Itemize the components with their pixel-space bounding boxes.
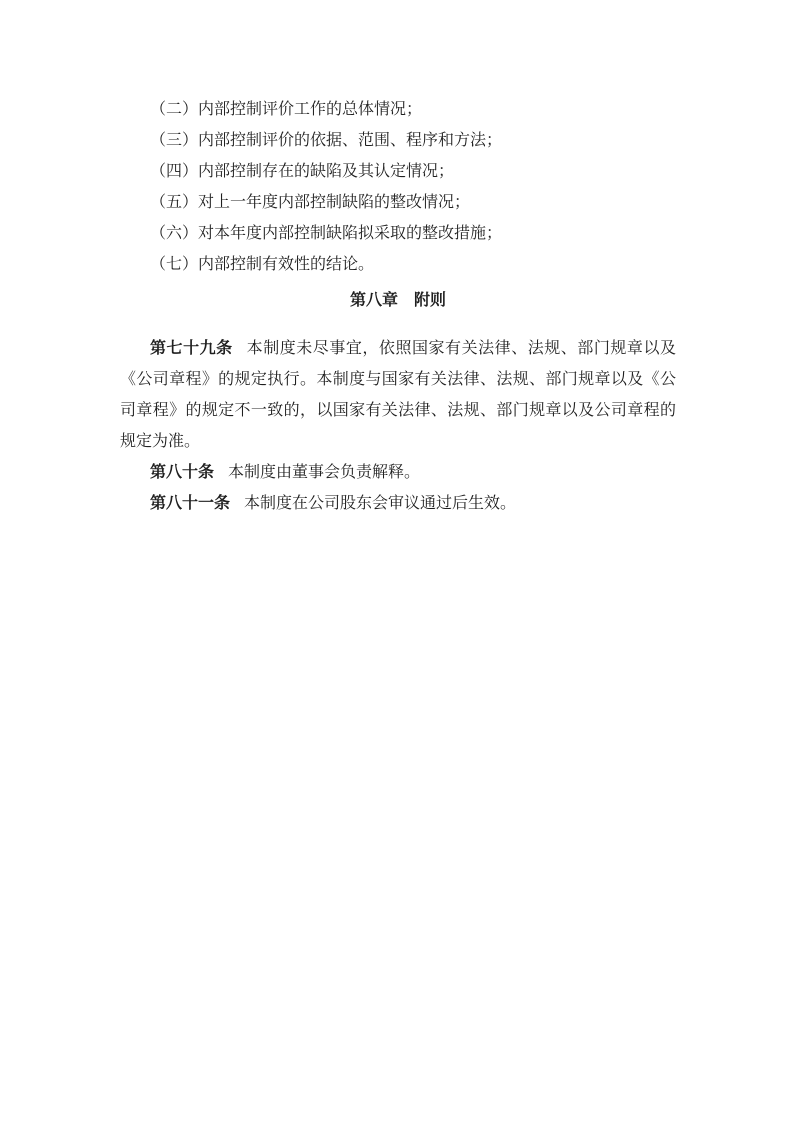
chapter-heading: 第八章 附则 — [349, 292, 446, 309]
article-text: 本制度在公司股东会审议通过后生效。 — [244, 495, 517, 512]
article-number: 第八十一条 — [150, 495, 231, 512]
list-item: （二）内部控制评价工作的总体情况； — [150, 101, 423, 118]
articles-section — [120, 333, 676, 519]
article-80 — [120, 457, 676, 488]
list-item: （五）对上一年度内部控制缺陷的整改情况； — [150, 194, 471, 211]
list-item: （三）内部控制评价的依据、范围、程序和方法； — [150, 132, 503, 149]
list-item: （六）对本年度内部控制缺陷拟采取的整改措施； — [150, 225, 503, 242]
document-content — [120, 94, 676, 519]
list-item: （七）内部控制有效性的结论。 — [150, 256, 375, 273]
article-81 — [120, 488, 676, 519]
article-text: 本制度由董事会负责解释。 — [228, 464, 421, 481]
list-item: （四）内部控制存在的缺陷及其认定情况； — [150, 163, 455, 180]
article-number: 第七十九条 — [150, 340, 233, 357]
clause-list — [120, 94, 676, 280]
article-number: 第八十条 — [150, 464, 215, 481]
article-text: 本制度未尽事宜，依照国家有关法律、法规、部门规章以及《公司章程》的规定执行。本制度与国家有关法律、法规、部门规章以及《公司章程》的规定不一致的，以国家有关法律、法规、部门规章以及公司章程的规定为准。 — [120, 340, 676, 450]
article-79 — [120, 333, 676, 457]
